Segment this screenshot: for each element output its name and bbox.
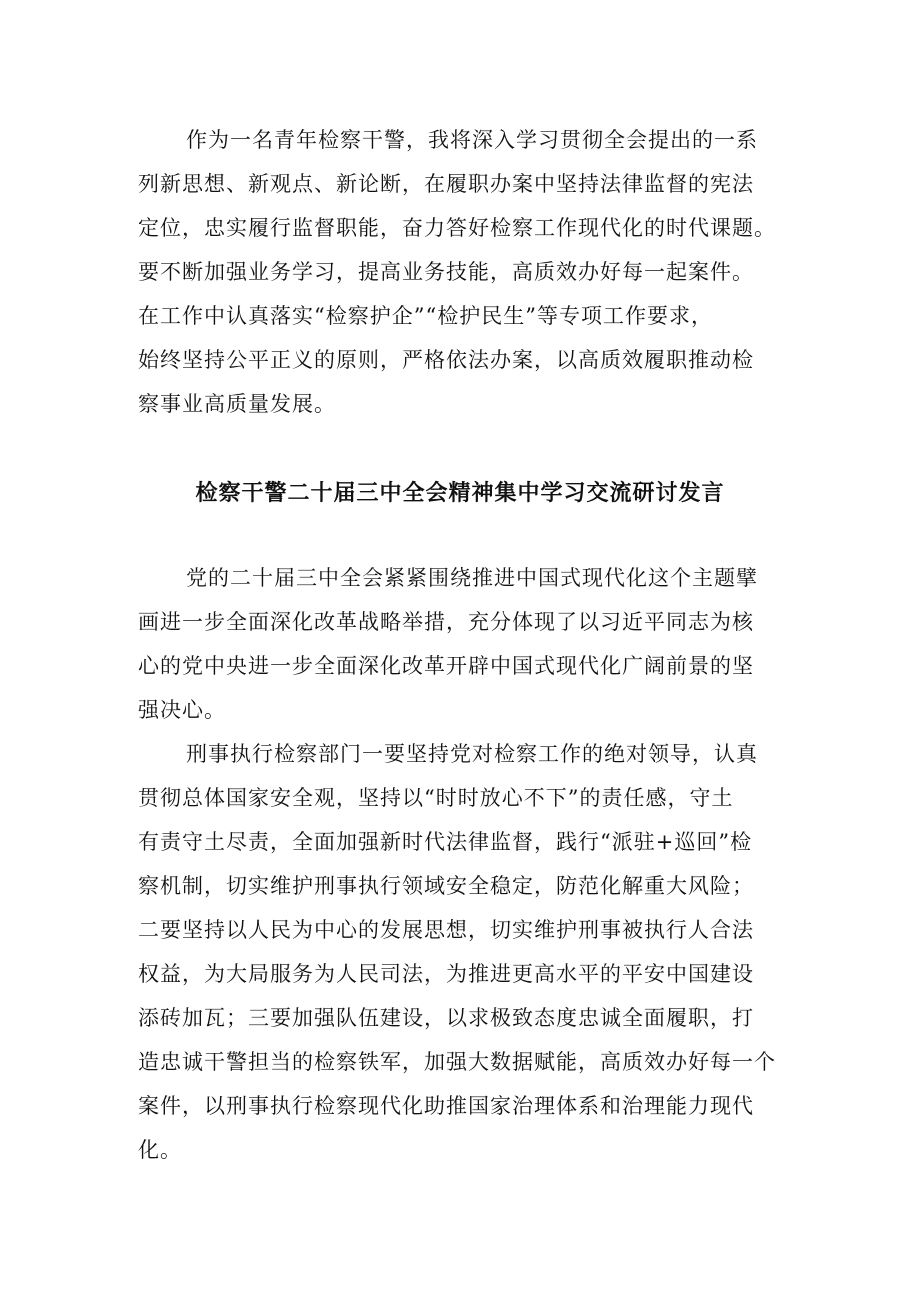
paragraph-line: 察事业高质量发展。 xyxy=(138,392,336,416)
paragraph-line: 要不断加强业务学习，提高业务技能，高质效办好每一起案件。 xyxy=(138,260,754,284)
paragraph-line: 权益，为大局服务为人民司法，为推进更高水平的平安中国建设 xyxy=(138,962,754,986)
paragraph-line: 作为一名青年检察干警，我将深入学习贯彻全会提出的一系 xyxy=(186,128,758,152)
paragraph-line: 添砖加瓦；三要加强队伍建设，以求极致态度忠诚全面履职，打 xyxy=(138,1006,754,1030)
paragraph-line: 列新思想、新观点、新论断，在履职办案中坚持法律监督的宪法 xyxy=(138,172,754,196)
paragraph-line: 党的二十届三中全会紧紧围绕推进中国式现代化这个主题擘 xyxy=(186,566,758,590)
paragraph-line: 察机制，切实维护刑事执行领域安全稳定，防范化解重大风险； xyxy=(138,874,754,898)
paragraph-line: 案件，以刑事执行检察现代化助推国家治理体系和治理能力现代 xyxy=(138,1094,754,1118)
paragraph-line: 在工作中认真落实“检察护企”“检护民生”等专项工作要求， xyxy=(138,304,713,328)
paragraph-line: 心的党中央进一步全面深化改革开辟中国式现代化广阔前景的坚 xyxy=(138,654,754,678)
paragraph-line: 造忠诚干警担当的检察铁军，加强大数据赋能，高质效办好每一个 xyxy=(138,1050,776,1074)
paragraph-line: 有责守土尽责，全面加强新时代法律监督，践行“派驻+巡回”检 xyxy=(138,830,753,854)
paragraph-line: 刑事执行检察部门一要坚持党对检察工作的绝对领导，认真 xyxy=(186,742,758,766)
paragraph-line: 化。 xyxy=(138,1138,182,1162)
paragraph-line: 始终坚持公平正义的原则，严格依法办案，以高质效履职推动检 xyxy=(138,348,754,372)
section-title: 检察干警二十届三中全会精神集中学习交流研讨发言 xyxy=(195,481,725,506)
paragraph-line: 定位，忠实履行监督职能，奋力答好检察工作现代化的时代课题。 xyxy=(138,216,776,240)
paragraph-line: 强决心。 xyxy=(138,698,226,722)
paragraph-line: 画进一步全面深化改革战略举措，充分体现了以习近平同志为核 xyxy=(138,610,754,634)
paragraph-line: 贯彻总体国家安全观，坚持以“时时放心不下”的责任感，守土 xyxy=(138,786,734,810)
paragraph-line: 二要坚持以人民为中心的发展思想，切实维护刑事被执行人合法 xyxy=(138,918,754,942)
